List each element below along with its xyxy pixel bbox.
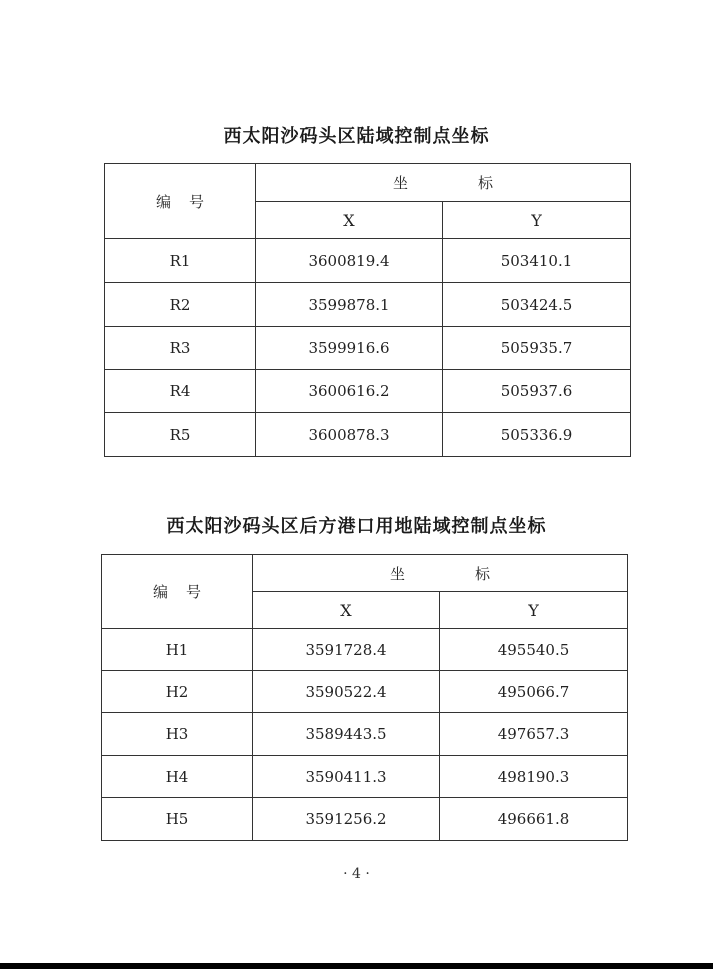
x-value: 3589443.5 bbox=[253, 713, 440, 756]
x-value: 3590411.3 bbox=[253, 756, 440, 798]
x-value: 3600616.2 bbox=[256, 370, 443, 413]
table1-title: 西太阳沙码头区陆域控制点坐标 bbox=[223, 126, 490, 147]
header-coordinates: 坐标 bbox=[253, 555, 628, 592]
y-value: 503410.1 bbox=[443, 239, 631, 283]
control-points-table-2 bbox=[101, 554, 628, 841]
point-id: R1 bbox=[105, 239, 256, 283]
table-row bbox=[102, 713, 628, 756]
y-value: 503424.5 bbox=[443, 283, 631, 327]
y-value: 505937.6 bbox=[443, 370, 631, 413]
point-id: H2 bbox=[102, 671, 253, 713]
point-id: R5 bbox=[105, 413, 256, 457]
y-value: 505336.9 bbox=[443, 413, 631, 457]
table-row bbox=[102, 798, 628, 841]
x-value: 3599878.1 bbox=[256, 283, 443, 327]
header-y: Y bbox=[440, 592, 628, 629]
header-x: X bbox=[253, 592, 440, 629]
point-id: H3 bbox=[102, 713, 253, 756]
point-id: H4 bbox=[102, 756, 253, 798]
point-id: R4 bbox=[105, 370, 256, 413]
y-value: 497657.3 bbox=[440, 713, 628, 756]
header-id: 编号 bbox=[102, 555, 253, 629]
scan-edge bbox=[0, 963, 713, 969]
page-number: · 4 · bbox=[343, 866, 370, 882]
table-row bbox=[105, 327, 631, 370]
table-row bbox=[105, 413, 631, 457]
y-value: 498190.3 bbox=[440, 756, 628, 798]
table-row bbox=[102, 756, 628, 798]
x-value: 3600819.4 bbox=[256, 239, 443, 283]
table-row bbox=[105, 283, 631, 327]
y-value: 495540.5 bbox=[440, 629, 628, 671]
header-id: 编号 bbox=[105, 164, 256, 239]
table-row bbox=[102, 629, 628, 671]
point-id: H1 bbox=[102, 629, 253, 671]
table-row bbox=[105, 239, 631, 283]
header-coordinates: 坐标 bbox=[256, 164, 631, 202]
x-value: 3591256.2 bbox=[253, 798, 440, 841]
x-value: 3590522.4 bbox=[253, 671, 440, 713]
control-points-table-1 bbox=[104, 163, 631, 457]
y-value: 495066.7 bbox=[440, 671, 628, 713]
x-value: 3591728.4 bbox=[253, 629, 440, 671]
header-x: X bbox=[256, 202, 443, 239]
header-y: Y bbox=[443, 202, 631, 239]
y-value: 496661.8 bbox=[440, 798, 628, 841]
table-row bbox=[102, 671, 628, 713]
x-value: 3599916.6 bbox=[256, 327, 443, 370]
point-id: R2 bbox=[105, 283, 256, 327]
point-id: H5 bbox=[102, 798, 253, 841]
table2-title: 西太阳沙码头区后方港口用地陆域控制点坐标 bbox=[166, 516, 547, 537]
point-id: R3 bbox=[105, 327, 256, 370]
y-value: 505935.7 bbox=[443, 327, 631, 370]
table-row bbox=[105, 370, 631, 413]
x-value: 3600878.3 bbox=[256, 413, 443, 457]
